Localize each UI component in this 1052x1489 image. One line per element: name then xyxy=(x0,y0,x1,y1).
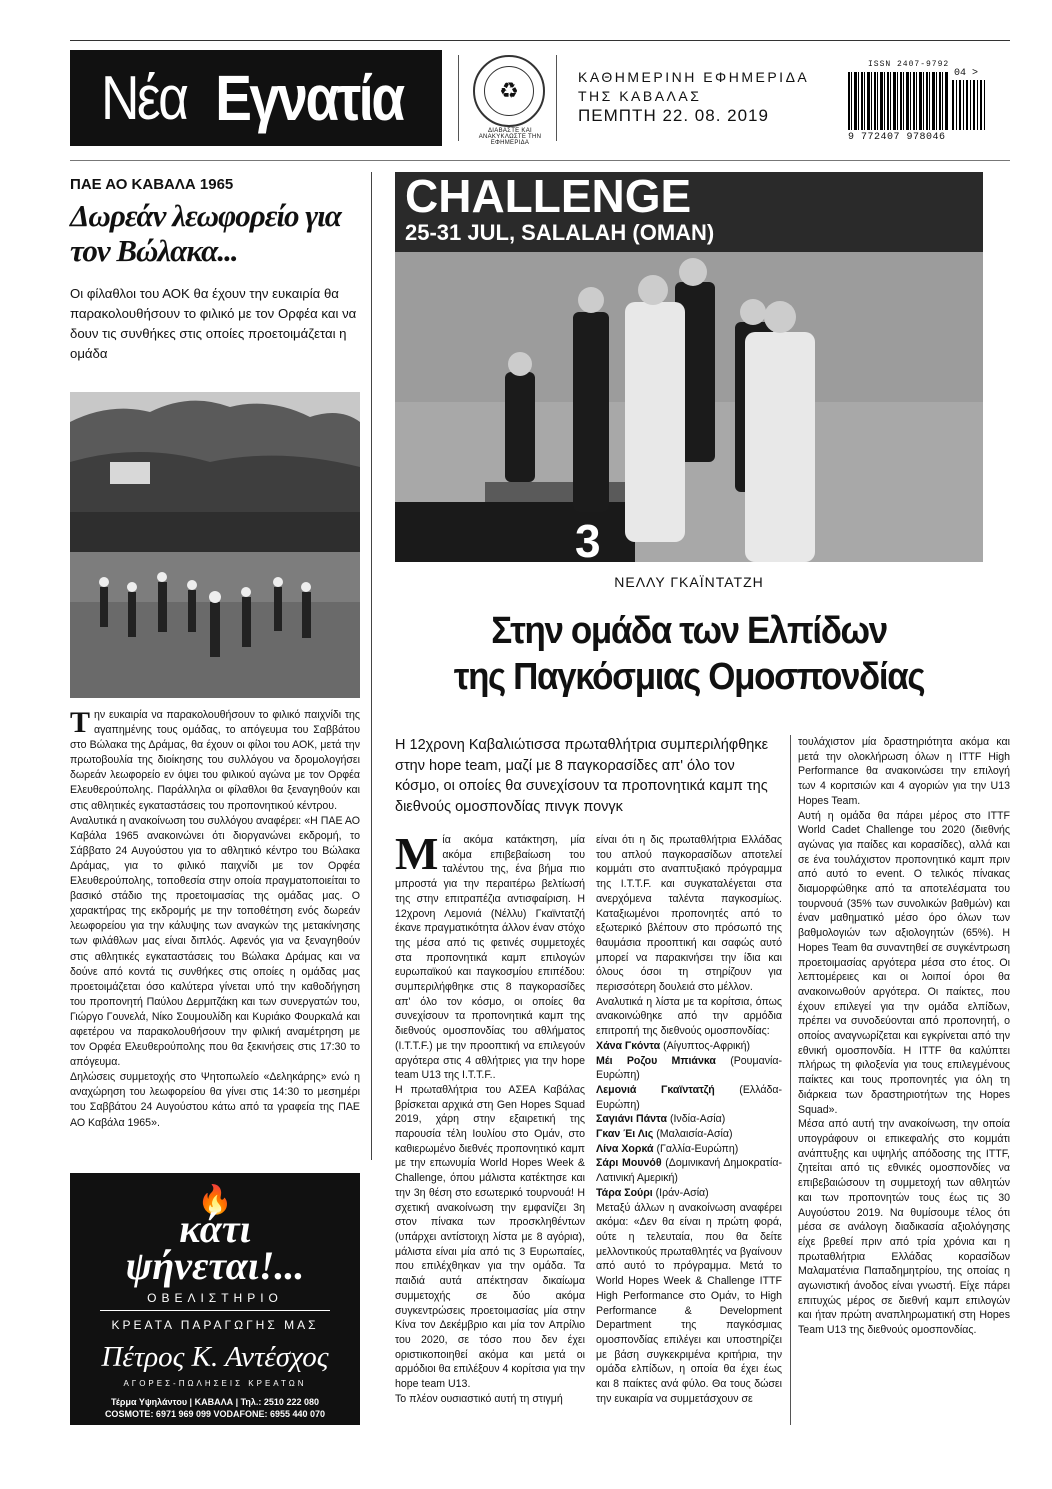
player-name: Σάρι Μουνόθ xyxy=(596,1157,662,1170)
main-col3-para1: τουλάχιστον μία δραστηριότητα ακόμα και μετά την ολοκλήρωση όλων η ITTF High Performance θα ανακοινώσει την επιλογή των 4 κοριτσιών και 4 αγοριών για την U13 Hopes Team. xyxy=(798,736,1010,807)
left-lead: Οι φίλαθλοι του ΑΟΚ θα έχουν την ευκαιρία θα παρακολουθήσουν το φιλικό με τον Ορφέα και να δουν τις συνθήκες στις οποίες προετοιμάζεται η ομάδα xyxy=(70,286,357,361)
player-name: Γκαν Έι Λις xyxy=(596,1128,654,1141)
player-region: (Ινδία-Ασία) xyxy=(669,1113,726,1126)
player-region: (Δομινικανή Δημοκρατία-Λατινική Αμερική) xyxy=(596,1157,782,1185)
newspaper-logo xyxy=(70,50,442,146)
banner-text-2: 25-31 JUL, SALALAH (OMAN) xyxy=(405,220,715,245)
player-region: (Ιράν-Ασία) xyxy=(655,1186,709,1199)
section-rule xyxy=(70,160,1010,161)
main-col3-para2: Αυτή η ομάδα θα πάρει μέρος στο ITTF World Cadet Challenge του 2020 (διεθνής αγώνας για παίδες και κορασίδες), αλλά και σε ένα τουλάχιστον προπονητικό καμπ πριν από αυτό το event. Ο τελικός πίνακας διαμορφώθηκε από τα αποτελέσματα του τουρνουά (35% των συνολικών βαθμών) και έναν μαθηματικό μέσο όρο όλων των βαθμολογιών των αξιολογητών (65%). Η Hopes Team θα συναντηθεί σε συγκέντρωση προετοιμασίας αργότερα μέσα στο έτος. Οι λεπτομέρειες και οι λοιποί όροι θα ανακοινωθούν αργότερα. Οι παίκτες, που έχουν επιλεγεί για την ομάδα ελπίδων, πρέπει να συνοδεύονται από προπονητή, ο οποίος αναγνωρίζεται και εγκρίνεται από την εθνική ομοσπονδία. Η ITTF θα καλύπτει πλήρως τη φιλοξενία για τους επιλεγμένους παίκτες και τους προπονητές για όλη τη διάρκεια των δραστηριοτήτων της Hopes Squad». xyxy=(798,809,1010,1116)
player-region: (Μαλαισία-Ασία) xyxy=(656,1128,733,1141)
player-list-item xyxy=(596,1127,782,1142)
barcode-addon: 04 > xyxy=(954,68,979,79)
left-article-body xyxy=(70,708,360,1131)
butcher-advertisement xyxy=(70,1173,360,1425)
ad-owner: Πέτρος Κ. Αντέσχος xyxy=(101,1341,329,1373)
recycle-icon: ♻ xyxy=(484,66,534,116)
player-list-item xyxy=(596,1112,782,1127)
ad-contact xyxy=(70,1396,360,1420)
ad-address: Τέρμα Υψηλάντου | ΚΑΒΑΛΑ | Τηλ.: 2510 222 080 xyxy=(111,1397,319,1407)
masthead-line1: ΚΑΘΗΜΕΡΙΝΗ ΕΦΗΜΕΡΙΔΑ xyxy=(578,69,810,85)
ad-subtitle: ΟΒΕΛΙΣΤΗΡΙΟ xyxy=(147,1291,283,1305)
left-headline: Δωρεάν λεωφορείο για τον Βώλακα... xyxy=(70,198,341,268)
top-rule xyxy=(70,40,1010,41)
flame-icon: 🔥 xyxy=(197,1184,233,1215)
main-col1-para1: ία ακόμα κατάκτηση, μία ακόμα επιβεβαίωση του ταλέντου της, ένα βήμα πιο μπροστά για την περαιτέρω βελτίωσή της στην επιτραπέζια αντισφαίριση. Η 12χρονη Λεμονιά (Νέλλυ) Γκαϊντατζή έκανε πραγματικότητα άλλον έναν στόχο της μέσα από τις φετινές συμμετοχές στα προπονητικά καμπ επιλογών ευρωπαϊκού και παγκοσμίου επιπέδου: συμπεριλήφθηκε στις 8 παγκορασίδες απ' όλο τον κόσμο, οι οποίες θα συνεχίσουν τα προπονητικά καμπ της διεθνούς ομοσπονδίας του αθλήματος (I.T.T.F.) με την προοπτική να επιλεγούν αργότερα στις 4 αθλήτριες για την hope team U13 της I.T.T.F.. xyxy=(395,834,585,1082)
player-name: Χάνα Γκόντα xyxy=(596,1039,661,1052)
issue-date: ΠΕΜΠΤΗ 22. 08. 2019 xyxy=(578,106,769,125)
left-para-2: Αναλυτικά η ανακοίνωση του συλλόγου αναφέρει: «Η ΠΑΕ ΑΟ Καβάλα 1965 ανακοινώνει ότι διοργανώνει εκδρομή, το Σάββατο 24 Αυγούστου για το αθλητικό κέντρο του Βώλακα Δράμας, για το φιλικό παιχνίδι με τον Ορφέα Ελευθερούπολης, τοποθεσία στην οποία πραγματοποιείται το βασικό στάδιο της προετοιμασίας της ομάδας μας. Ο χαρακτήρας της εκδρομής με την τοποθέτηση ενός δωρεάν λεωφορείου για την κάλυψης των αναγκών της μετακίνησης των φιλάθλων μας είναι διπλός. Αφενός για να ξεναγηθούν στις αθλητικές εγκαταστάσεις του Βώλακα Δράμας και να δούνε από κοντά τις συνθήκες στις οποίες η ομάδας μας προετοιμάζεται όσο καλύτερα γίνεται υπό την καθοδήγηση του προπονητή Παύλου Δερμιτζάκη και των συνεργατών του, Γιώργο Γουνελά, Νίκο Σουμουλίδη και Κυριάκο Φουρκαλά και αφετέρου να παρακολουθήσουν την φιλική αναμέτρηση με τον Ορφέα Ελευθερούπολης που θα ξεκινήσεις στις 17:30 το απόγευμα. xyxy=(70,814,360,1069)
main-body-col3 xyxy=(798,735,1010,1338)
ad-brand-line2: ψήνεται!... xyxy=(125,1243,305,1288)
podium-photo xyxy=(395,172,983,562)
player-region: (Ρουμανία-Ευρώπη) xyxy=(596,1054,782,1082)
ad-tagline: ΚΡΕΑΤΑ ΠΑΡΑΓΩΓΗΣ ΜΑΣ xyxy=(111,1318,319,1332)
left-para-3: Δηλώσεις συμμετοχής στο Ψητοπωλείο «Δεληκάρης» ενώ η αναχώρηση του λεωφορείου θα γίνει στις 14:30 το μεσημέρι του Σαββάτου 24 Αυγούστου κάτω από τα γραφεία της ΠΑΕ ΑΟ Καβάλα 1965». xyxy=(70,1071,360,1129)
logo-bold-text: Εγνατία xyxy=(214,62,403,134)
player-region: (Αίγυπτος-Αφρική) xyxy=(663,1039,751,1052)
article-byline: ΝΕΛΛΥ ΓΚΑΪΝΤΑΤΖΗ xyxy=(614,574,764,590)
player-list-item xyxy=(596,1156,782,1185)
column-divider xyxy=(790,735,791,1425)
column-divider xyxy=(371,172,372,1160)
masthead-info xyxy=(578,68,809,125)
player-region: (Ελλάδα-Ευρώπη) xyxy=(596,1083,782,1111)
left-para-1: ην ευκαιρία να παρακολουθήσουν το φιλικό παιχνίδι της αγαπημένης τους ομάδας, το απόγευμα του Σαββάτου στο Βώλακα της Δράμας, θα έχουν οι φίλοι του ΑΟΚ, μετά την πρωτοβουλία της διοίκησης του συλλόγου να δρομολογήσει δωρεάν λεωφορείο εν όψει του φιλικού αγώνα με τον Ορφέα Ελευθερούπολης. Παράλληλα οι φίλαθλοι θα ξεναγηθούν και στις αθλητικές εγκαταστάσεις του προπονητικού κέντρου. xyxy=(70,709,360,812)
barcode-bars xyxy=(848,72,948,130)
masthead-line2: ΤΗΣ ΚΑΒΑΛΑΣ xyxy=(578,88,702,104)
player-list-item xyxy=(596,1083,782,1112)
player-name: Λίνα Χορκά xyxy=(596,1142,654,1155)
barcode xyxy=(848,60,1008,146)
player-region: (Γαλλία-Ευρώπη) xyxy=(656,1142,739,1155)
ad-divider xyxy=(100,1310,330,1311)
player-list-item xyxy=(596,1142,782,1157)
masthead-divider xyxy=(458,55,459,141)
player-name: Τάρα Σούρι xyxy=(596,1186,653,1199)
left-dropcap: Τ xyxy=(70,706,91,739)
player-name: Μέι Ροζου Μπιάνκα xyxy=(596,1054,716,1067)
podium-number: 3 xyxy=(575,515,601,562)
ad-phones: COSMOTE: 6971 969 099 VODAFONE: 6955 440 070 xyxy=(104,1409,326,1419)
logo-light-text: Νέα xyxy=(101,63,187,133)
main-col2-para2: Αναλυτικά η λίστα με τα κορίτσια, όπως ανακοινώθηκε από την αρμόδια επιτροπή της διεθνούς ομοσπονδίας: xyxy=(596,995,782,1038)
issn-label: ISSN 2407-9792 xyxy=(868,60,950,69)
football-training-photo xyxy=(70,392,360,698)
player-list-item xyxy=(596,1039,782,1054)
barcode-number: 9 772407 978046 xyxy=(848,132,946,143)
main-col1-para2: Η πρωταθλήτρια του ΑΣΕΑ Καβάλας βρίσκεται αρχικά στη Gen Hopes Squad 2019, χάρη στην εξαιρετική της παρουσία τέλη Ιουλίου στο Ομάν, στο καθιερωμένο διεθνές προπονητικό καμπ με την επωνυμία World Hopes Week & Challenge, όπου μάλιστα κατέκτησε και την 3η θέση στο εσωτερικό τουρνουά! Η σχετική ανακοίνωση την εμφανίζει 3η στον πίνακα των προσκληθέντων (υπάρχει αντίστοιχη λίστα με 8 αγόρια), μάλιστα είναι μία από τις 3 Ευρωπαίες, που επιλέχθηκαν για την ομάδα. Τα παιδιά αυτά απέκτησαν δικαίωμα συμμετοχής σε δύο ακόμα συγκεντρώσεις προετοιμασίας μία στην Κίνα τον Δεκέμβριο και μία τον Απρίλιο του 2020, σε τόσο που δεν έχει οριστικοποιηθεί ακόμα και μετά οι αρμόδιοι θα επιλέξουν 4 κορίτσια για την hope team U13. xyxy=(395,1083,585,1391)
main-dek: Η 12χρονη Καβαλιώτισσα πρωταθλήτρια συμπεριλήφθηκε στην hope team, μαζί με 8 παγκορασίδες απ' όλο τον κόσμο, οι οποίες θα συνεχίσουν τα προπονητικά καμπ της διεθνούς ομοσπονδίας πινγκ πονγκ xyxy=(395,737,769,815)
masthead-divider xyxy=(556,55,557,141)
main-col1-para3: Το πλέον ουσιαστικό αυτή τη στιγμή xyxy=(395,1392,563,1405)
ad-brand-line1: κάτι xyxy=(179,1206,251,1251)
banner-text-1: CHALLENGE xyxy=(405,172,692,222)
seal-text: ΔΙΑΒΑΣΤΕ ΚΑΙ ΑΝΑΚΥΚΛΩΣΤΕ ΤΗΝ ΕΦΗΜΕΡΙΔΑ xyxy=(478,128,542,146)
ad-trade: ΑΓΟΡΕΣ-ΠΩΛΗΣΕΙΣ ΚΡΕΑΤΩΝ xyxy=(123,1379,307,1388)
main-col2-para3: Μεταξύ άλλων η ανακοίνωση αναφέρει ακόμα: «Δεν θα είναι η πρώτη φορά, ούτε η τελευταία, που θα δείτε μελλοντικούς πρωταθλητές να βγαίνουν από αυτό το πρόγραμμα. Μετά το World Hopes Week & Challenge ITTF High Performance στο Ομάν, το High Performance & Development Department της παγκόσμιας ομοσπονδίας επιλέγει και υποστηρίζει με βάση συγκεκριμένα κριτήρια, την ομάδα ελπίδων, η οποία θα έχει έως και 8 παίκτες ανά φύλο. Θα τους δώσει την ευκαιρία να συμμετάσχουν σε xyxy=(596,1201,782,1405)
main-headline xyxy=(419,608,960,700)
player-list-item xyxy=(596,1186,782,1201)
main-dropcap: Μ xyxy=(395,828,439,879)
barcode-addon-bars xyxy=(952,80,986,130)
recycle-seal xyxy=(473,55,545,127)
player-name: Λεμονιά Γκαϊντατζή xyxy=(596,1083,715,1096)
main-headline-line2: της Παγκόσμιας Ομοσπονδίας xyxy=(453,656,925,698)
main-body-col1 xyxy=(395,828,585,1406)
left-kicker: ΠΑΕ ΑΟ ΚΑΒΑΛΑ 1965 xyxy=(70,176,234,193)
player-name: Σαγιάνι Πάντα xyxy=(596,1113,667,1126)
main-col3-para3: Μέσα από αυτή την ανακοίνωση, την οποία υπογράφουν οι επικεφαλής στο κομμάτι ανάπτυξης και υψηλής απόδοσης της ITTF, ζητείται από τις εθνικές ομοσπονδίες να επιβεβαιώσουν τη συμμετοχή των αθλητών και των προπονητών τους έως τις 30 Αυγούστου 2019. Να θυμίσουμε τέλος ότι μέσα σε ανάλογη διαδικασία αξιολόγησης είχε βρεθεί πριν από τρία χρόνια και η πρωταθλήτρια Ελλάδας κορασίδων Μαλαματένια Παπαδημητρίου, της οποίας η αγωνιστική άνοδος είναι γνωστή. Είχε πάρει επιτυχώς μέρος σε διεθνή καμπ επιλογών και ήταν πρώτη αναπληρωματική στη Hopes Team U13 της διεθνούς ομοσπονδίας. xyxy=(798,1118,1010,1337)
main-headline-line1: Στην ομάδα των Ελπίδων xyxy=(491,610,887,652)
main-col2-para1: είναι ότι η δις πρωταθλήτρια Ελλάδας του απλού παγκορασίδων αποτελεί κομμάτι στο αναπτυξιακό πρόγραμμα της I.T.T.F. και συγκαταλέγεται στα ανερχόμενα ταλέντα παγκοσμίως. Καταξιωμένοι προπονητές από το εξωτερικό βλέπουν στο πρόσωπό της θαυμάσια προοπτική και σαφώς αυτό μπορεί να παρακινήσει την ίδια και όλους όσοι τη στηρίζουν για περισσότερη δουλειά στο μέλλον. xyxy=(596,834,782,994)
player-list-item xyxy=(596,1054,782,1083)
main-body-col2 xyxy=(596,833,782,1406)
